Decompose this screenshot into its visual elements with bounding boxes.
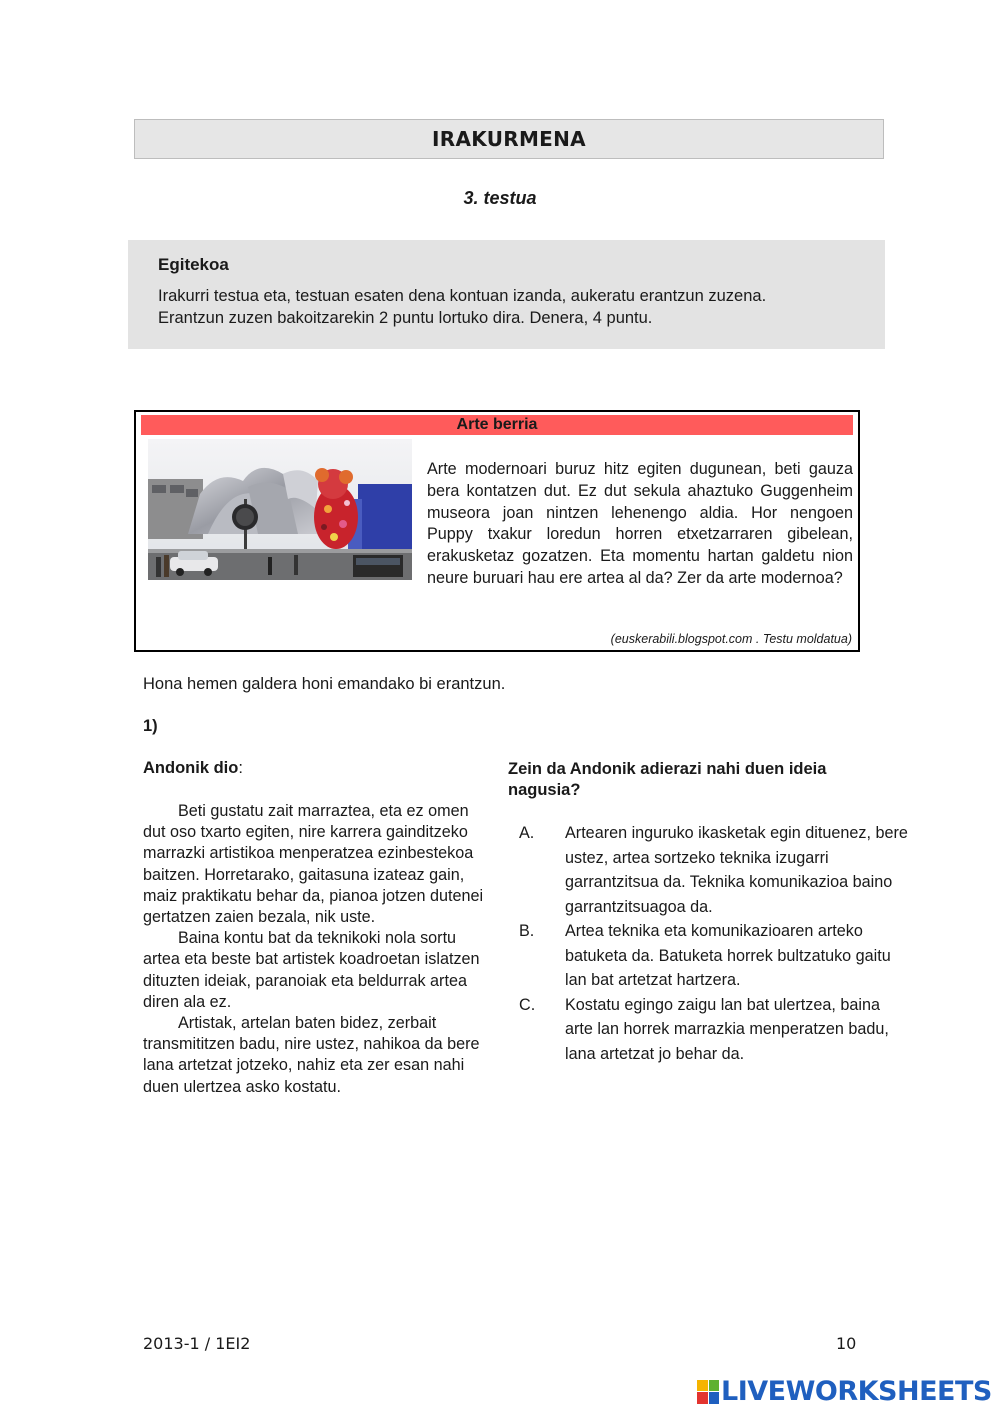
option-a[interactable] [519,821,909,919]
question-number: 1) [143,717,158,735]
page-title: IRAKURMENA [134,119,884,159]
intro-text: Hona hemen galdera honi emandako bi erantzun. [143,675,506,693]
footer-code: 2013-1 / 1EI2 [143,1334,251,1353]
andoni-name: Andonik dio [143,759,239,777]
reading-body [145,459,853,590]
task-line-1: Irakurri testua eta, testuan esaten dena kontuan izanda, aukeratu erantzun zuzena. [158,287,767,305]
brand-text: LIVEWORKSHEETS [721,1376,992,1407]
reading-text: Arte modernoari buruz hitz egiten dugunean, beti gauza bera kontatzen dut. Ez dut sekula ahaztuko Guggenheim museora joan nintzen lehenengo aldia. Hor nengoen Puppy txakur loredun horren etxetzarraren gibelean, erakusketaz gozatzen. Eta momentu hartan galdetu nion neure buruari hau ere artea al da? Zer da arte modernoa? [427,460,853,587]
option-c[interactable] [519,993,909,1067]
andoni-paragraph-1: Beti gustatu zait marraztea, eta ez omen dut oso txarto egiten, nire karrera gainditzeko marrazki artistikoa menperatzea ezinbestekoa baitzen. Horretarako, gaitasuna izateaz gain, maiz praktikatu behar da, pianoa jotzen dutenei gertatzen zaien bezala, nik uste. [143,802,484,927]
option-b-text: Artea teknika eta komunikazioaren arteko batuketa da. Batuketa horrek bultzatuko gaitu lan bat artetzat hartzera. [565,922,891,989]
andoni-heading [143,759,243,778]
liveworksheets-logo-icon [697,1380,719,1404]
reading-source: (euskerabili.blogspot.com . Testu moldatua) [610,632,852,646]
option-b[interactable] [519,919,909,993]
task-instructions [158,285,878,329]
option-b-letter: B. [519,922,535,940]
option-c-text: Kostatu egingo zaigu lan bat ulertzea, baina arte lan horrek marrazkia menperatzen badu, lana artetzat jo behar da. [565,995,889,1063]
liveworksheets-brand[interactable] [697,1376,992,1407]
andoni-text [143,801,495,1098]
option-c-letter: C. [519,995,536,1014]
reading-title: Arte berria [141,415,853,435]
text-subtitle: 3. testua [463,188,537,208]
page-number: 10 [836,1334,857,1353]
task-heading: Egitekoa [158,255,229,274]
option-a-text: Artearen inguruko ikasketak egin dituenez, bere ustez, artea sortzeko teknika izugarri garrantzitsua da. Teknika komunikazioa baino garrantzitsuagoa da. [565,824,908,916]
option-a-letter: A. [519,824,535,842]
answer-options [519,821,909,1066]
task-box [128,240,885,349]
andoni-paragraph-2: Baina kontu bat da teknikoki nola sortu artea eta beste bat artistek koadroetan islatzen dituzten ideiak, paranoiak eta beldurrak artea diren ala ez. [143,929,480,1011]
andoni-colon: : [238,759,243,777]
question-text: Zein da Andonik adierazi nahi duen ideia nagusia? [508,760,827,799]
reading-box [134,410,860,652]
task-line-2: Erantzun zuzen bakoitzarekin 2 puntu lortuko dira. Denera, 4 puntu. [158,309,653,327]
andoni-paragraph-3: Artistak, artelan baten bidez, zerbait transmititzen badu, nire ustez, nahikoa da bere lana artetzat jotzeko, nahiz eta zer esan nahi duen ulertzea asko kostatu. [143,1014,480,1096]
